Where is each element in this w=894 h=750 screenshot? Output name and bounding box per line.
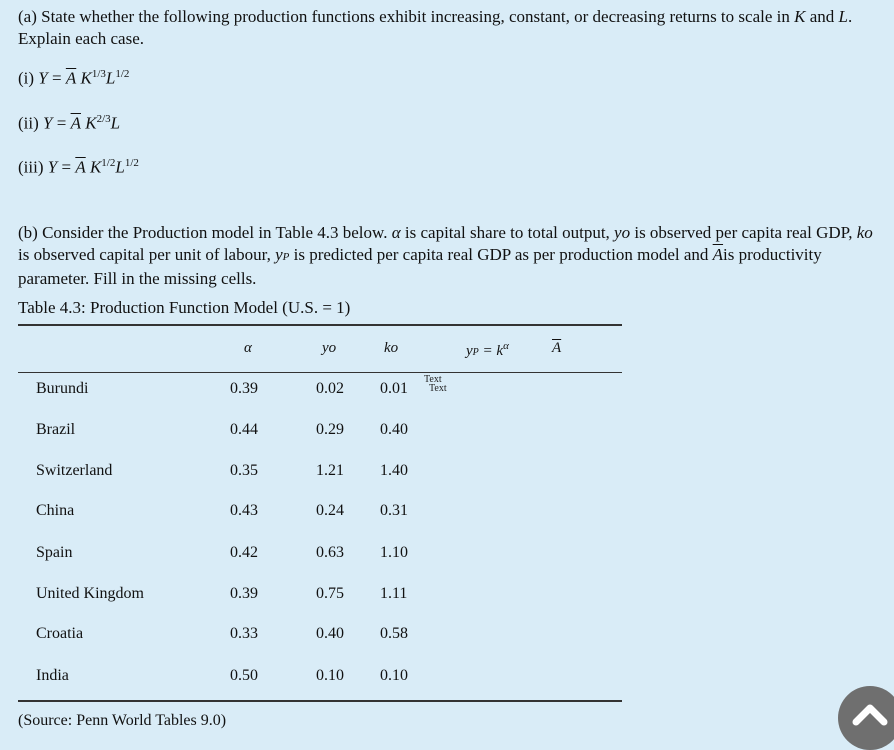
alpha-value: 0.43	[230, 502, 258, 519]
alpha-value: 0.39	[230, 380, 258, 397]
ko-value: 0.58	[380, 625, 408, 642]
table-row	[0, 625, 894, 647]
country-name: India	[36, 667, 69, 684]
yo-value: 0.02	[316, 380, 344, 397]
country-name: Croatia	[36, 625, 84, 642]
function-ii: (ii) $Y = \overline{A}$ $K^{2/3}L$	[18, 113, 121, 133]
alpha-value: 0.35	[230, 462, 258, 479]
country-name: Spain	[36, 544, 73, 561]
alpha-value: 0.42	[230, 544, 258, 561]
alpha-value: 0.33	[230, 625, 258, 642]
question-text	[18, 6, 878, 50]
yo-value: 0.29	[316, 421, 344, 438]
table-header-rule	[18, 372, 622, 373]
table-row	[0, 380, 894, 402]
ko-value: 0.01	[380, 380, 408, 397]
yo-value: 0.24	[316, 502, 344, 519]
table-row	[0, 421, 894, 443]
placeholder-text[interactable]: Text Text	[424, 374, 447, 394]
header-yp: yP = $k^\alpha$	[466, 340, 509, 359]
country-name: China	[36, 502, 75, 519]
header-yo: yo	[322, 340, 337, 356]
function-iii: (iii) $Y = \overline{A}$ $K^{1/2}L^{1/2}$	[18, 157, 139, 177]
table-row	[0, 585, 894, 607]
header-alpha: α	[244, 340, 252, 356]
ko-value: 0.40	[380, 421, 408, 438]
chevron-up-icon	[850, 698, 890, 728]
country-name: United Kingdom	[36, 585, 144, 602]
yo-value: 0.40	[316, 625, 344, 642]
table-bottom-rule	[18, 700, 622, 702]
table-row	[0, 502, 894, 524]
part-b-intro: (b) Consider the Production model in Table 4.3 below. α is capital share to total output, yo is observed per capita real GDP, ko is observed capital per unit of labour, yP is predicted per capita real GDP as per production model and $\overline{A}is$ productivity parameter. Fill in the missing cells.	[18, 223, 873, 288]
scroll-to-top-button[interactable]	[838, 686, 894, 750]
function-i: (i) $Y = \overline{A}$ $K^{1/3}L^{1/2}$	[18, 68, 130, 88]
ko-value: 1.10	[380, 544, 408, 561]
country-name: Brazil	[36, 421, 76, 438]
ko-value: 0.31	[380, 502, 408, 519]
country-name: Burundi	[36, 380, 89, 397]
alpha-value: 0.44	[230, 421, 258, 438]
header-a-bar: $\overline{A}$	[552, 340, 562, 356]
country-name: Switzerland	[36, 462, 113, 479]
table-row	[0, 462, 894, 484]
header-ko: ko	[384, 340, 399, 356]
part-a-intro: (a) State whether the following production functions exhibit increasing, constant, or decreasing returns to scale in K and L. Explain each case.	[18, 7, 853, 48]
table-title: Table 4.3: Production Function Model (U.S. = 1)	[18, 298, 351, 317]
yo-value: 0.10	[316, 667, 344, 684]
alpha-value: 0.50	[230, 667, 258, 684]
yo-value: 0.75	[316, 585, 344, 602]
alpha-value: 0.39	[230, 585, 258, 602]
ko-value: 1.11	[380, 585, 408, 602]
yo-value: 0.63	[316, 544, 344, 561]
table-row	[0, 544, 894, 566]
table-top-rule	[18, 324, 622, 326]
ko-value: 1.40	[380, 462, 408, 479]
yo-value: 1.21	[316, 462, 344, 479]
table-row	[0, 667, 894, 689]
table-source: (Source: Penn World Tables 9.0)	[18, 712, 227, 729]
ko-value: 0.10	[380, 667, 408, 684]
